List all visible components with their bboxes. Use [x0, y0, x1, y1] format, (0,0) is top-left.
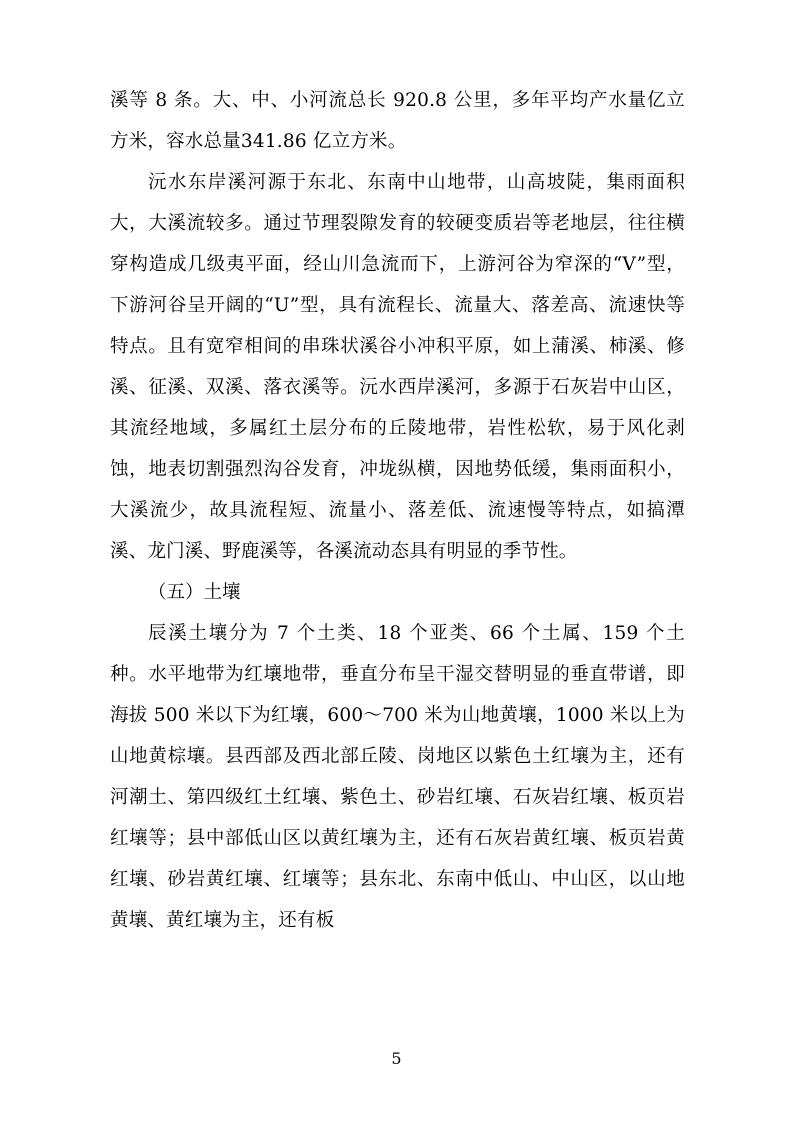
paragraph-1: 溪等 8 条。大、中、小河流总长 920.8 公里，多年平均产水量亿立方米，容水总量341.86 亿立方米。 — [110, 90, 685, 152]
page-number: 5 — [391, 1049, 402, 1068]
section-heading-soil: （五）土壤 — [148, 582, 241, 603]
paragraph-2: 沅水东岸溪河源于东北、东南中山地带，山高坡陡，集雨面积大，大溪流较多。通过节理裂隙发育的较硬变质岩等老地层，往往横穿构造成几级夷平面，经山川急流而下，上游河谷为窄深的“V”型，下游河谷呈开阔的“U”型，具有流程长、流量大、落差高、流速快等特点。且有宽窄相间的串珠状溪谷小冲积平原，如上蒲溪、柿溪、修溪、征溪、双溪、落衣溪等。沅水西岸溪河，多源于石灰岩中山区，其流经地域，多属红土层分布的丘陵地带，岩性松软，易于风化剥蚀，地表切割强烈沟谷发育，冲垅纵横，因地势低缓，集雨面积小，大溪流少，故具流程短、流量小、落差低、流速慢等特点，如搞潭溪、龙门溪、野鹿溪等，各溪流动态具有明显的季节性。 — [110, 172, 685, 562]
paragraph-3: 辰溪土壤分为 7 个土类、18 个亚类、66 个土属、159 个土种。水平地带为红壤地带，垂直分布呈干湿交替明显的垂直带谱，即海拔 500 米以下为红壤，600～700 米为山地黄壤，1000 米以上为山地黄棕壤。县西部及西北部丘陵、岗地区以紫色土红壤为主，还有河潮土、第四级红土红壤、紫色土、砂岩红壤、石灰岩红壤、板页岩红壤等；县中部低山区以黄红壤为主，还有石灰岩黄红壤、板页岩黄红壤、砂岩黄红壤、红壤等；县东北、东南中低山、中山区，以山地黄壤、黄红壤为主，还有板 — [110, 623, 685, 931]
page-body — [110, 80, 685, 941]
